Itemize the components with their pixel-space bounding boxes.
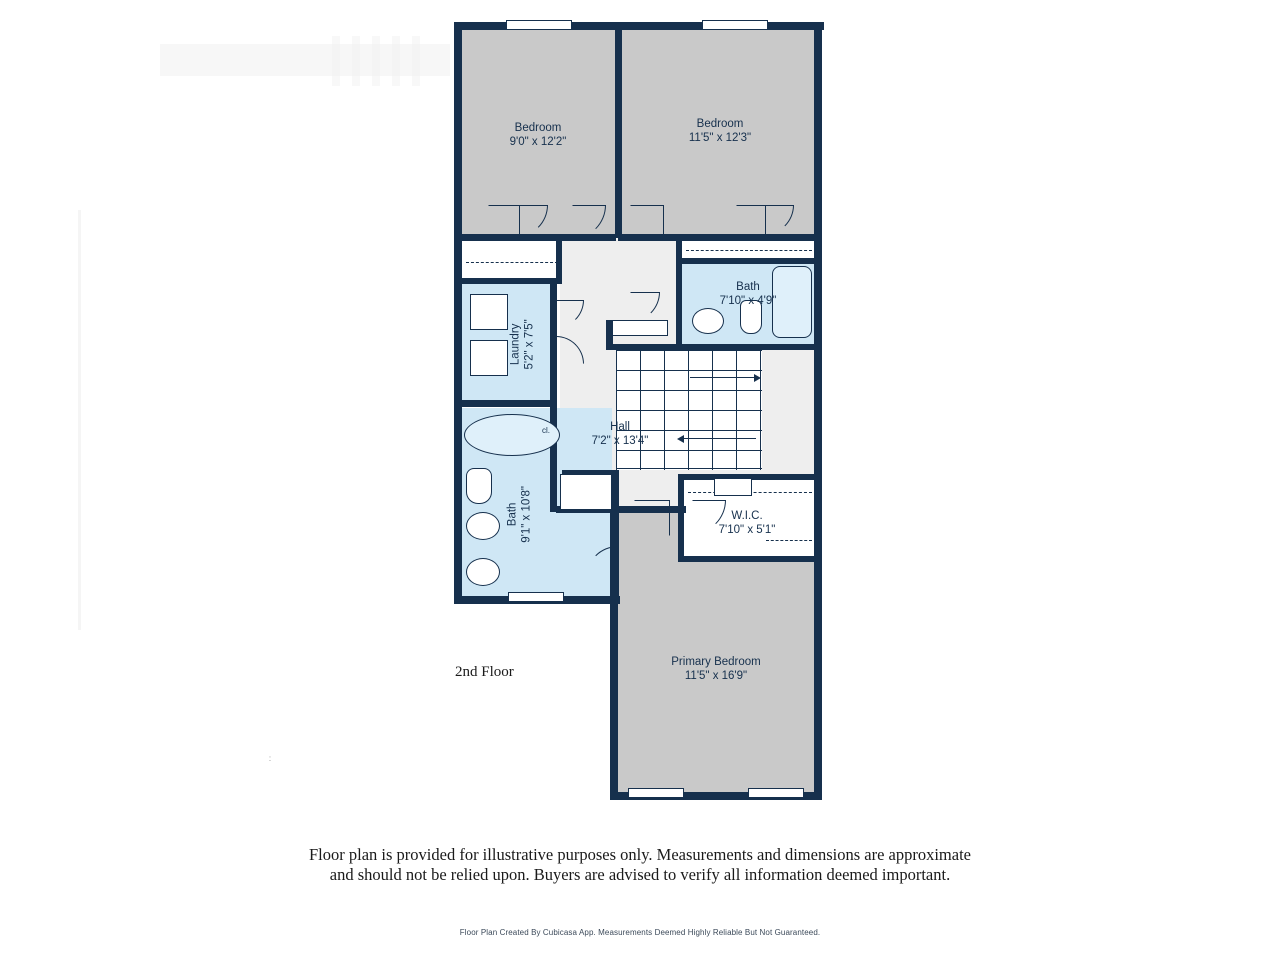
stair-arrow-up-icon — [754, 374, 761, 382]
background-artifact — [392, 36, 400, 86]
wall-exterior-right-lower — [814, 344, 822, 800]
closet-annotation-text: cl. — [542, 426, 550, 435]
stair-riser-vertical — [688, 350, 689, 470]
label-laundry-name: Laundry — [509, 323, 522, 366]
background-artifact — [412, 36, 420, 86]
label-wic-name: W.I.C. — [731, 510, 763, 522]
stray-mark: : — [268, 754, 272, 763]
window-primary-bottom-right — [748, 788, 804, 798]
background-artifact — [332, 36, 340, 86]
closet-rod-bedroom-2 — [686, 250, 812, 251]
window-bedroom-1-top — [506, 20, 572, 30]
label-bedroom-2-name: Bedroom — [696, 118, 744, 130]
tub-bath-main — [464, 414, 560, 456]
stair-riser-vertical — [736, 350, 737, 470]
background-artifact — [160, 44, 450, 76]
closet-rod-bedroom-1 — [466, 262, 558, 263]
wall-wic-left — [678, 474, 684, 560]
wall-bath-main-right — [612, 470, 619, 600]
label-primary-bedroom-dim: 11'5" x 16'9" — [684, 670, 748, 683]
dryer-fixture — [470, 340, 508, 376]
stair-riser-vertical — [712, 350, 713, 470]
background-artifact — [78, 210, 81, 630]
label-bedroom-1-dim: 9'0" x 12'2" — [509, 136, 567, 149]
background-artifact — [372, 36, 380, 86]
wall-exterior-right-upper — [814, 22, 822, 344]
stair-arrow-down-icon — [677, 435, 684, 443]
stair-direction-line-up — [690, 377, 758, 378]
credit-text: Floor Plan Created By Cubicasa App. Measurements Deemed Highly Reliable But Not Guaranteed. — [459, 928, 821, 937]
disclaimer-line-2: and should not be relied upon. Buyers are advised to verify all information deemed important. — [329, 865, 951, 884]
window-bedroom-2-top — [702, 20, 768, 30]
closet-rod-wic-shelf — [766, 540, 812, 541]
hall-cabinet — [612, 320, 668, 336]
label-primary-bedroom-name: Primary Bedroom — [671, 656, 761, 668]
stair-riser-vertical — [760, 350, 761, 470]
wall-between-bedrooms — [615, 26, 622, 238]
tub-bath-upper — [772, 266, 812, 338]
label-wic-dim: 7'10" x 5'1" — [718, 524, 776, 537]
sink-bath-upper — [692, 308, 724, 334]
label-bath-main-name: Bath — [506, 502, 519, 527]
label-bath-main-dim: 9'1" x 10'8" — [521, 486, 533, 543]
label-bedroom-1-name: Bedroom — [514, 122, 562, 134]
label-hall-dim: 7'2" x 13'4" — [591, 435, 649, 448]
closet-bedroom-1 — [460, 240, 570, 280]
label-bedroom-2-dim: 11'5" x 12'3" — [688, 132, 752, 145]
wall-wic-bottom — [678, 556, 820, 562]
wall-closet-bottom-right — [678, 258, 820, 264]
label-hall-name: Hall — [610, 421, 630, 433]
washer-fixture — [470, 294, 508, 330]
room-primary-bedroom — [614, 560, 820, 796]
sink-bath-main-2 — [466, 558, 500, 586]
wic-shelf-left — [714, 478, 752, 496]
window-primary-bottom-left — [628, 788, 684, 798]
label-laundry-dim: 5'2" x 7'5" — [524, 319, 536, 370]
floor-title: 2nd Floor — [455, 664, 514, 680]
label-bath-upper-dim: 7'10" x 4'9" — [719, 295, 777, 308]
sink-bath-main-1 — [466, 512, 500, 540]
window-bath-main-bottom — [508, 592, 564, 602]
stair-direction-line-down — [684, 438, 756, 439]
wall-bedroom-bottom-left — [456, 234, 616, 241]
vanity-bath-main — [560, 474, 612, 510]
background-artifact — [352, 36, 360, 86]
label-bath-upper-name: Bath — [736, 281, 760, 293]
toilet-bath-main — [466, 468, 492, 504]
disclaimer-line-1: Floor plan is provided for illustrative purposes only. Measurements and dimensions are approximate — [309, 845, 971, 864]
stair-riser-vertical — [616, 350, 617, 470]
wall-closet-bottom-left — [456, 278, 562, 284]
wall-bath-upper-left — [676, 240, 682, 348]
wall-exterior-left — [454, 22, 462, 604]
toilet-bath-upper — [740, 300, 762, 334]
wall-laundry-bottom — [456, 400, 556, 407]
stair-riser-vertical — [664, 350, 665, 470]
stair-riser-vertical — [640, 350, 641, 470]
